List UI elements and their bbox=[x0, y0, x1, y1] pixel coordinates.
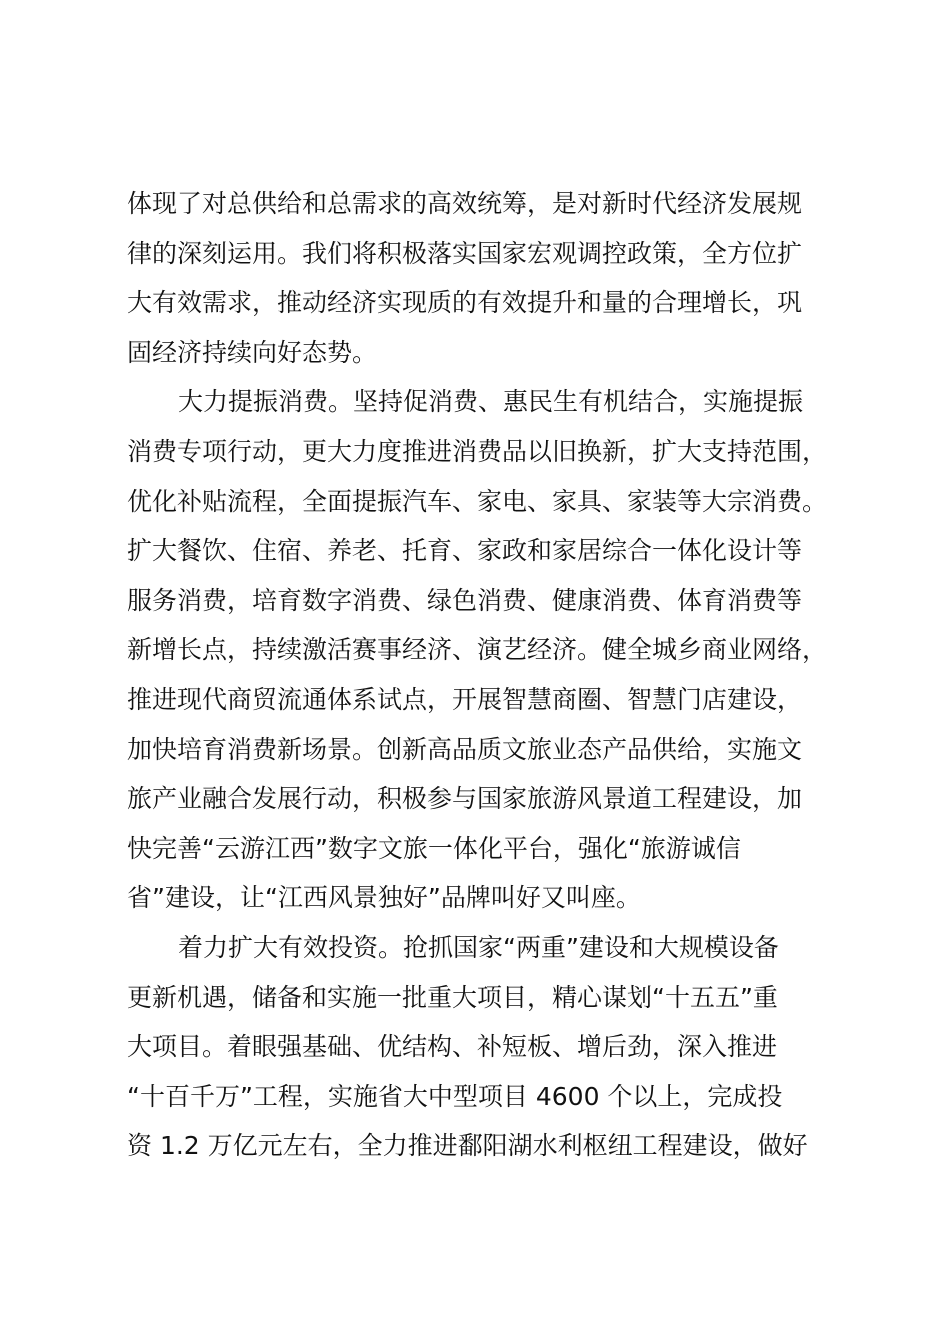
text-line: 扩大餐饮、住宿、养老、托育、家政和家居综合一体化设计等 bbox=[127, 536, 803, 566]
text-line: 快完善“云游江西”数字文旅一体化平台，强化“旅游诚信 bbox=[127, 833, 741, 863]
text-line: 律的深刻运用。我们将积极落实国家宏观调控政策，全方位扩 bbox=[127, 238, 803, 268]
text-line: 省”建设，让“江西风景独好”品牌叫好又叫座。 bbox=[127, 883, 641, 913]
paragraph-first-line: 大力提振消费。坚持促消费、惠民生有机结合，实施提振 bbox=[178, 387, 804, 417]
text-line: 体现了对总供给和总需求的高效统筹，是对新时代经济发展规 bbox=[127, 189, 803, 218]
text-line: 推进现代商贸流通体系试点，开展智慧商圈、智慧门店建设， bbox=[127, 684, 803, 714]
text-line: 加快培育消费新场景。创新高品质文旅业态产品供给，实施文 bbox=[127, 734, 803, 764]
text-line: 固经济持续向好态势。 bbox=[127, 337, 378, 367]
text-line: “十百千万”工程，实施省大中型项目 4600 个以上，完成投 bbox=[127, 1081, 783, 1111]
text-line: 新增长点，持续激活赛事经济、演艺经济。健全城乡商业网络， bbox=[127, 635, 828, 665]
body-text bbox=[127, 179, 857, 1171]
text-line: 服务消费，培育数字消费、绿色消费、健康消费、体育消费等 bbox=[127, 585, 803, 615]
text-line: 消费专项行动，更大力度推进消费品以旧换新，扩大支持范围， bbox=[127, 436, 828, 466]
text-line: 更新机遇，储备和实施一批重大项目，精心谋划“十五五”重 bbox=[127, 982, 778, 1012]
text-line: 优化补贴流程，全面提振汽车、家电、家具、家装等大宗消费。 bbox=[127, 486, 828, 516]
paragraph-first-line: 着力扩大有效投资。抢抓国家“两重”建设和大规模设备 bbox=[178, 932, 779, 962]
text-line: 大有效需求，推动经济实现质的有效提升和量的合理增长，巩 bbox=[127, 288, 803, 318]
text-line: 大项目。着眼强基础、优结构、补短板、增后劲，深入推进 bbox=[127, 1032, 778, 1062]
text-line: 旅产业融合发展行动，积极参与国家旅游风景道工程建设，加 bbox=[127, 784, 803, 814]
text-line: 资 1.2 万亿元左右，全力推进鄱阳湖水利枢纽工程建设，做好 bbox=[127, 1131, 808, 1161]
